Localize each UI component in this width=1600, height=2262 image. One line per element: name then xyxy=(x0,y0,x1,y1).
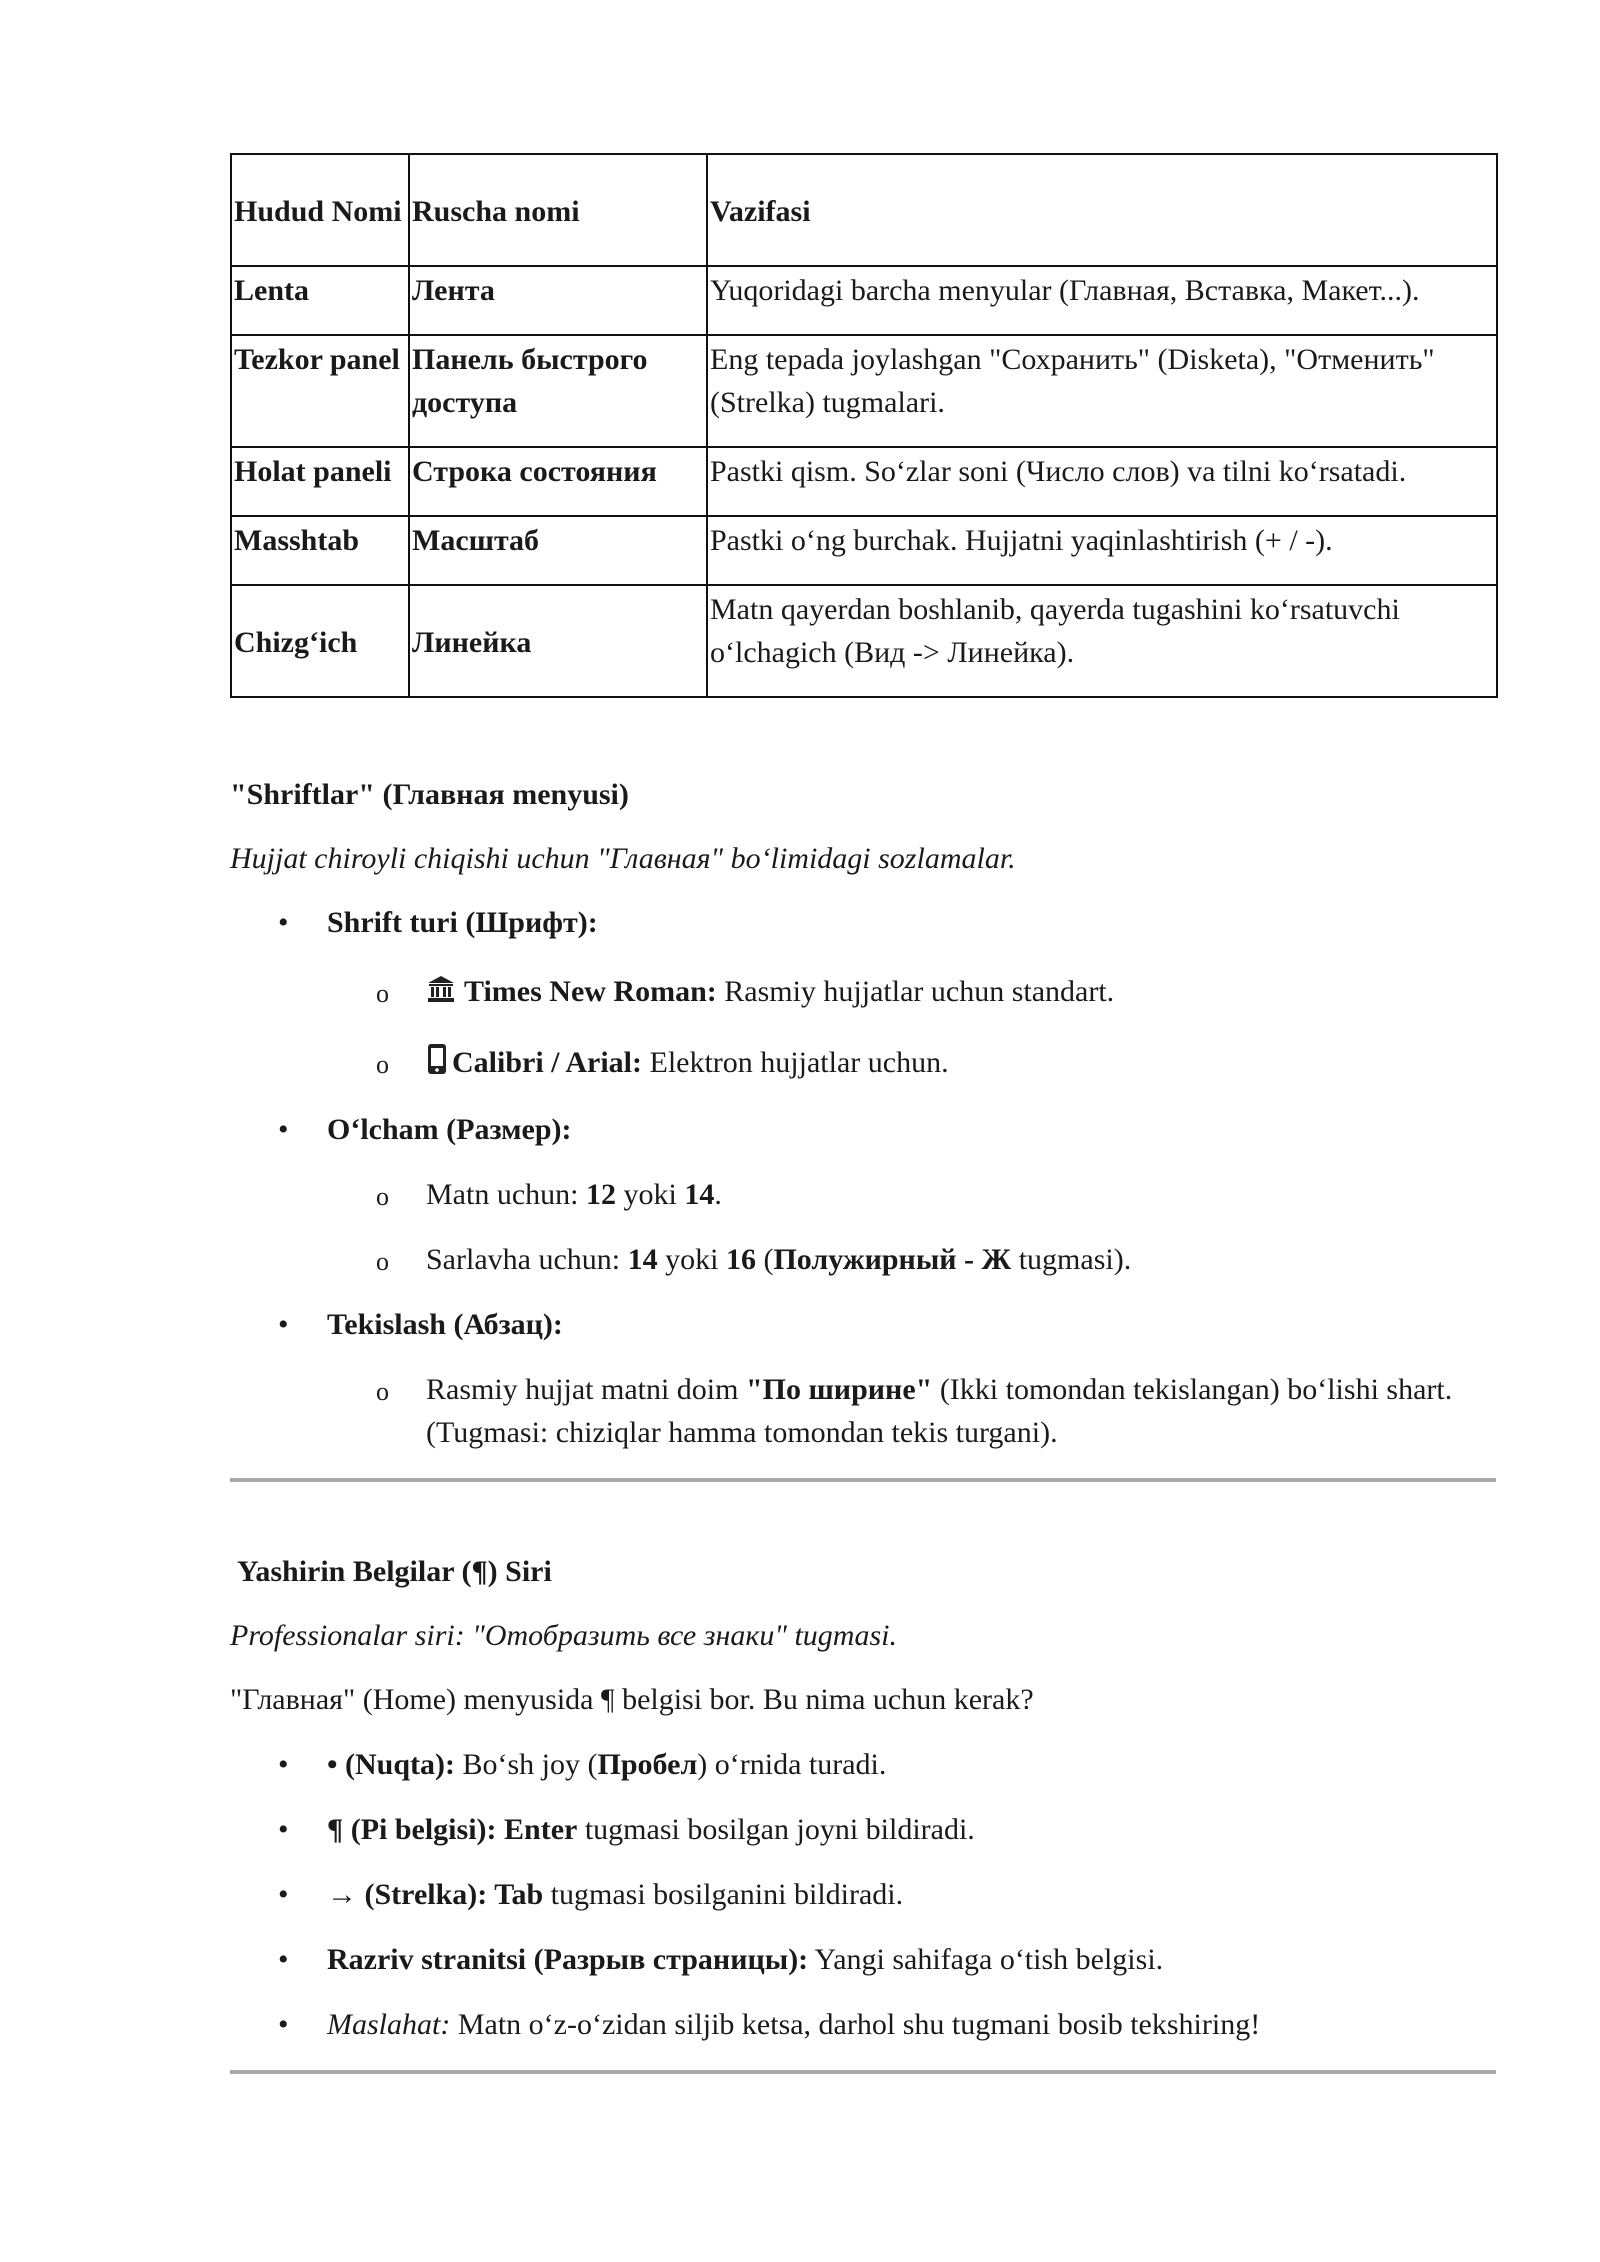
size-value: 14 xyxy=(684,1178,715,1211)
table-cell: Masshtab xyxy=(231,516,409,585)
text: tugmasi). xyxy=(1011,1243,1132,1276)
text: yoki xyxy=(657,1243,726,1276)
list-item xyxy=(230,1238,1496,1281)
bullet: • xyxy=(278,1813,289,1846)
table-row xyxy=(231,585,1497,697)
list-item xyxy=(230,1303,1496,1346)
list-item xyxy=(230,1808,1496,1851)
bullet: • xyxy=(278,2008,289,2041)
table-row xyxy=(231,447,1497,516)
size-value: 16 xyxy=(725,1243,756,1276)
list-item xyxy=(230,1173,1496,1216)
list-item xyxy=(230,970,1496,1013)
sub-bullet: o xyxy=(376,1377,389,1406)
section-intro: "Главная" (Home) menyusida ¶ belgisi bor. Bu nima uchun kerak? xyxy=(230,1683,1034,1716)
text: ( xyxy=(755,1243,774,1276)
table-row xyxy=(231,266,1497,335)
mark-name: Razriv stranitsi (Разрыв страницы): xyxy=(327,1943,809,1976)
text: Matn uchun: xyxy=(426,1178,586,1211)
text: Bo‘sh joy ( xyxy=(455,1748,598,1781)
font-name: Calibri / Arial: xyxy=(452,1046,642,1079)
text: . xyxy=(714,1178,722,1211)
horizontal-divider xyxy=(230,1478,1496,1482)
section-lead: Professionalar siri: "Отобразить все знаки" tugmasi. xyxy=(230,1619,897,1652)
table-cell: Holat paneli xyxy=(231,447,409,516)
list-item-label: Tekislash (Абзац): xyxy=(327,1308,563,1341)
table-cell: Строка состояния xyxy=(409,447,707,516)
text: Rasmiy hujjat matni doim xyxy=(426,1373,746,1406)
text: ) o‘rnida turadi. xyxy=(697,1748,887,1781)
text: tugmasi bosilganini bildiradi. xyxy=(543,1878,904,1911)
bold-button-name: Полужирный - Ж xyxy=(773,1243,1012,1276)
sub-bullet: o xyxy=(376,1182,389,1211)
table-header-cell: Hudud Nomi xyxy=(231,154,409,266)
bullet: • xyxy=(278,906,289,939)
table-cell: Chizg‘ich xyxy=(231,585,409,697)
section-lead: Hujjat chiroyli chiqishi uchun "Главная" bo‘limidagi sozlamalar. xyxy=(230,842,1016,875)
text: Sarlavha uchun: xyxy=(426,1243,628,1276)
fonts-list xyxy=(230,901,1496,1454)
list-item xyxy=(230,901,1496,944)
list-item xyxy=(230,1938,1496,1981)
text: (Ikki tomondan tekislangan) bo‘lishi shart. (Tugmasi: chiziqlar hamma tomondan tekis turgani). xyxy=(426,1373,1453,1449)
sub-bullet: o xyxy=(376,1247,389,1276)
table-row xyxy=(231,516,1497,585)
sub-bullet: o xyxy=(376,1050,389,1079)
mobile-phone-icon xyxy=(426,1043,448,1073)
table-cell: Matn qayerdan boshlanib, qayerda tugashini ko‘rsatuvchi o‘lchagich (Вид -> Линейка). xyxy=(707,585,1497,697)
bullet: • xyxy=(278,1878,289,1911)
section-title: "Shriftlar" (Главная menyusi) xyxy=(230,778,629,811)
table-cell: Tezkor panel xyxy=(231,335,409,447)
table-cell: Линейка xyxy=(409,585,707,697)
bullet: • xyxy=(278,1748,289,1781)
document-page xyxy=(230,153,1496,2041)
size-value: 12 xyxy=(585,1178,616,1211)
list-item xyxy=(230,2003,1496,2046)
size-value: 14 xyxy=(627,1243,658,1276)
section-title: Yashirin Belgilar (¶) Siri xyxy=(237,1555,552,1588)
bank-building-icon xyxy=(426,973,456,1003)
table-header-cell: Vazifasi xyxy=(707,154,1497,266)
text: Yangi sahifaga o‘tish belgisi. xyxy=(808,1943,1164,1976)
hidden-marks-section xyxy=(230,1550,1496,2046)
table-cell: Yuqoridagi barcha menyular (Главная, Вставка, Макет...). xyxy=(707,266,1497,335)
list-item xyxy=(230,1873,1496,1916)
text: Matn o‘z-o‘zidan siljib ketsa, darhol shu tugmani bosib tekshiring! xyxy=(450,2008,1261,2041)
mark-name: → (Strelka): Tab xyxy=(327,1878,544,1911)
list-item xyxy=(230,1108,1496,1151)
table-cell: Pastki o‘ng burchak. Hujjatni yaqinlashtirish (+ / -). xyxy=(707,516,1497,585)
list-item-label: Shrift turi (Шрифт): xyxy=(327,906,598,939)
text: yoki xyxy=(615,1178,685,1211)
mark-name: ¶ (Pi belgisi): Enter xyxy=(327,1813,578,1846)
table-cell: Lenta xyxy=(231,266,409,335)
mark-name: • (Nuqta): xyxy=(327,1748,455,1781)
font-description: Rasmiy hujjatlar uchun standart. xyxy=(716,975,1115,1008)
bullet: • xyxy=(278,1113,289,1146)
table-cell: Лента xyxy=(409,266,707,335)
list-item xyxy=(230,1041,1496,1084)
bullet: • xyxy=(278,1943,289,1976)
text: tugmasi bosilgan joyni bildiradi. xyxy=(577,1813,975,1846)
horizontal-divider xyxy=(230,2070,1496,2074)
list-item-label: O‘lcham (Размер): xyxy=(327,1113,572,1146)
table-cell: Масштаб xyxy=(409,516,707,585)
table-cell: Панель быстрого доступа xyxy=(409,335,707,447)
justify-option: "По ширине" xyxy=(745,1373,933,1406)
table-cell: Eng tepada joylashgan "Сохранить" (Disketa), "Отменить" (Strelka) tugmalari. xyxy=(707,335,1497,447)
font-description: Elektron hujjatlar uchun. xyxy=(642,1046,949,1079)
table-header-row xyxy=(231,154,1497,266)
font-name: Times New Roman: xyxy=(464,975,717,1008)
sub-bullet: o xyxy=(376,979,389,1008)
interface-areas-table xyxy=(230,153,1498,698)
table-cell: Pastki qism. So‘zlar soni (Число слов) va tilni ko‘rsatadi. xyxy=(707,447,1497,516)
tip-label: Maslahat: xyxy=(327,2008,451,2041)
hidden-marks-list xyxy=(230,1743,1496,2046)
list-item xyxy=(230,1368,1496,1454)
bullet: • xyxy=(278,1308,289,1341)
table-header-cell: Ruscha nomi xyxy=(409,154,707,266)
fonts-section xyxy=(230,773,1496,1454)
key-name: Пробел xyxy=(597,1748,698,1781)
table-row xyxy=(231,335,1497,447)
list-item xyxy=(230,1743,1496,1786)
